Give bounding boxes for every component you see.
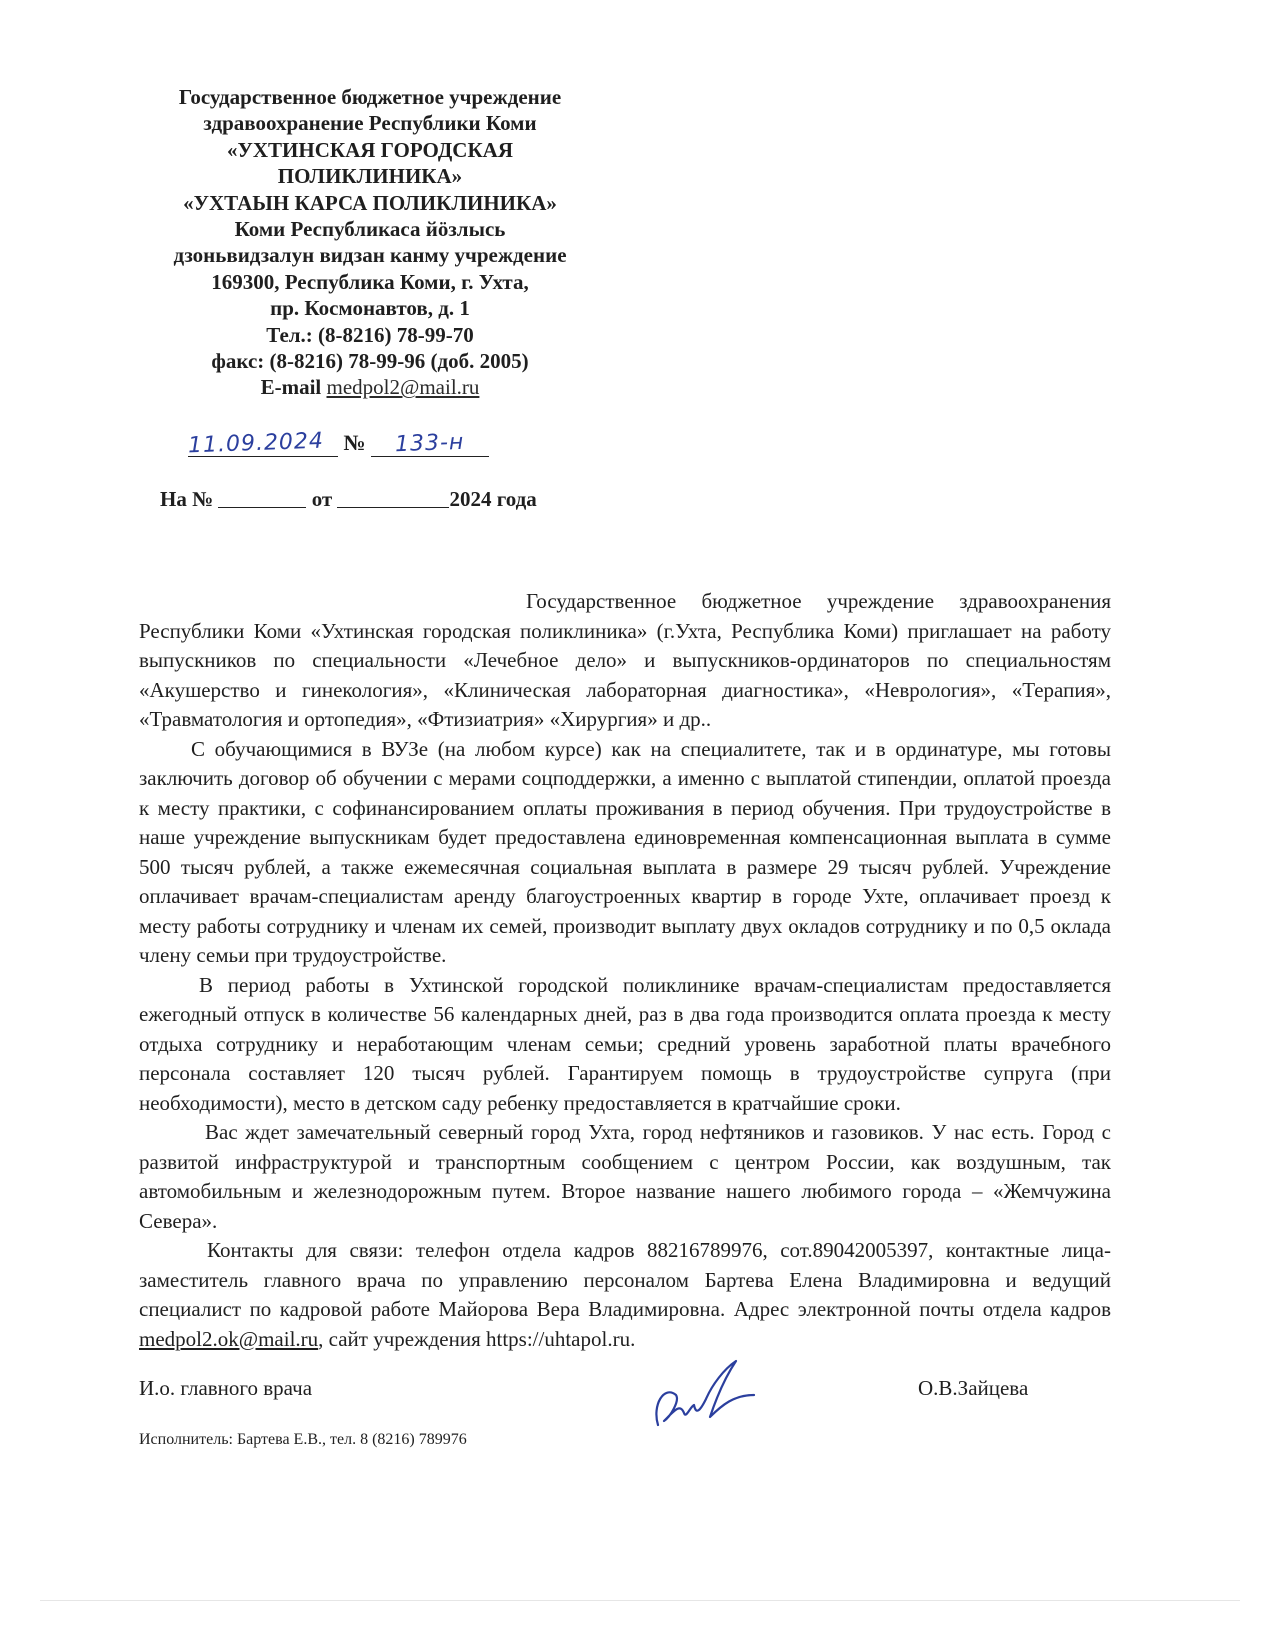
letterhead <box>130 84 610 401</box>
body-paragraph-city: Вас ждет замечательный северный город Ухта, город нефтяников и газовиков. У нас есть. Город с развитой инфраструктурой и транспортным сообщением с центром России, как воздушным, так автомобильным и железнодорожным путем. Второе название нашего любимого города – «Жемчужина Севера». <box>139 1120 1111 1233</box>
contacts-text: Контакты для связи: телефон отдела кадров 88216789976, сот.89042005397, контактные лица-заместитель главного врача по управлению персоналом Бартева Елена Владимировна и ведущий специалист по кадровой работе Майорова Вера Владимировна. Адрес электронной почты отдела кадров <box>139 1238 1111 1321</box>
hr-email-link[interactable]: medpol2.ok@mail.ru <box>139 1326 319 1351</box>
body-paragraph-support: С обучающимися в ВУЗе (на любом курсе) как на специалитете, так и в ординатуре, мы готовы заключить договор об обучении с мерами соцподдержки, а именно с выплатой стипендии, оплатой проезда к месту практики, с софинансированием оплаты проживания в период обучения. При трудоустройстве в наше учреждение выпускникам будет предоставлена единовременная компенсационная выплата в сумме 500 тысяч рублей, а также ежемесячная социальная выплата в размере 29 тысяч рублей. Учреждение оплачивает врачам-специалистам аренду благоустроенных квартир в городе Ухте, оплачивает проезд к месту работы сотруднику и членам их семей, производит выплату двух окладов сотруднику и по 0,5 оклада члену семьи при трудоустройстве. <box>139 736 1111 967</box>
executor-line: Исполнитель: Бартева Е.В., тел. 8 (8216) 789976 <box>139 1431 467 1448</box>
letterhead-email-link[interactable]: medpol2@mail.ru <box>326 375 480 400</box>
letter-body <box>139 587 1111 1354</box>
body-paragraph-contacts <box>139 1236 1111 1354</box>
letterhead-line: Государственное бюджетное учреждение <box>178 85 562 109</box>
email-label: E-mail <box>260 375 322 400</box>
contacts-site-text: , сайт учреждения https://uhtapol.ru. <box>318 1326 636 1351</box>
reply-number-label: На № <box>160 487 214 511</box>
outgoing-number: 133-н <box>395 429 466 458</box>
reply-number-blank <box>218 489 306 508</box>
outgoing-date: 11.09.2024 <box>187 428 325 459</box>
reply-year-label: 2024 года <box>449 487 537 511</box>
letterhead-line: «УХТАЫН КАРСА ПОЛИКЛИНИКА» <box>183 190 557 215</box>
signer-name: О.В.Зайцева <box>918 1376 1029 1400</box>
reply-date-blank <box>337 489 449 508</box>
handwritten-signature <box>650 1355 760 1435</box>
outgoing-reference <box>188 430 489 457</box>
letterhead-line: Коми Республикаса йӧзлысь <box>234 217 506 242</box>
reply-from-label: от <box>311 487 333 511</box>
signer-title: И.о. главного врача <box>139 1376 313 1400</box>
scan-edge-divider <box>40 1600 1240 1601</box>
body-paragraph-invitation: Государственное бюджетное учреждение здравоохранения Республики Коми «Ухтинская городская поликлиника» (г.Ухта, Республика Коми) приглашает на работу выпускников по специальности «Лечебное дело» и выпускников-ординаторов по специальностям «Акушерство и гинекология», «Клиническая лабораторная диагностика», «Неврология», «Терапия», «Травматология и ортопедия», «Фтизиатрия» «Хирургия» и др.. <box>139 589 1111 731</box>
letterhead-email-line <box>130 374 610 400</box>
letterhead-line: ПОЛИКЛИНИКА» <box>277 164 463 189</box>
number-sign: № <box>343 430 366 455</box>
letterhead-line: 169300, Республика Коми, г. Ухта, <box>211 269 529 294</box>
letterhead-line: «УХТИНСКАЯ ГОРОДСКАЯ <box>226 137 514 162</box>
letterhead-line: факс: (8-8216) 78-99-96 (доб. 2005) <box>211 349 529 374</box>
letterhead-line: пр. Космонавтов, д. 1 <box>270 296 470 321</box>
outgoing-date-field <box>188 430 338 457</box>
outgoing-number-field <box>371 430 489 457</box>
body-paragraph-benefits: В период работы в Ухтинской городской поликлинике врачам-специалистам предоставляется ежегодный отпуск в количестве 56 календарных дней, раз в два года производится оплата проезда к месту отдыха сотруднику и неработающим членам семьи; средний уровень заработной платы врачебного персонала составляет 120 тысяч рублей. Гарантируем помощь в трудоустройстве супруга (при необходимости), место в детском саду ребенку предоставляется в кратчайшие сроки. <box>139 972 1111 1115</box>
reply-reference <box>160 487 537 512</box>
letterhead-line: здравоохранение Республики Коми <box>203 111 537 136</box>
letterhead-line: дзоньвидзалун видзан канму учреждение <box>173 243 567 268</box>
letterhead-line: Тел.: (8-8216) 78-99-70 <box>266 322 474 347</box>
